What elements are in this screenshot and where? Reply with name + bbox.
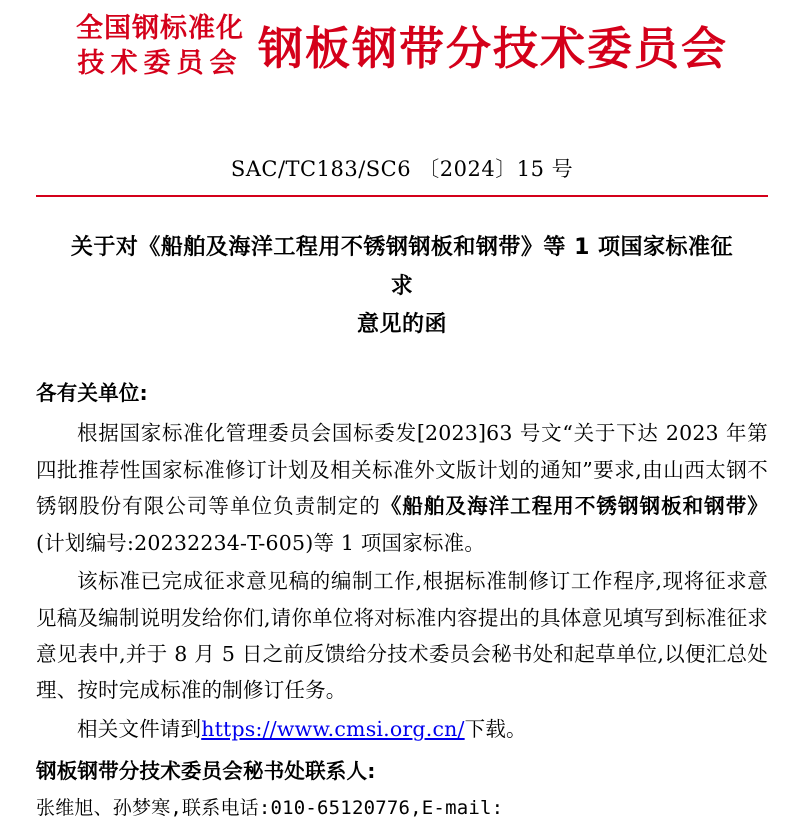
contact-heading: 钢板钢带分技术委员会秘书处联系人:: [36, 759, 376, 784]
paragraph-1-part2: (计划编号:20232234-T-605)等 1 项国家标准。: [36, 530, 486, 555]
download-link[interactable]: https://www.cmsi.org.cn/: [201, 716, 465, 741]
page-title-line2: 意见的函: [356, 312, 447, 338]
letterhead-organization-line1: 全国钢标准化: [75, 13, 244, 44]
letterhead-subcommittee: 钢板钢带分技术委员会: [257, 22, 728, 76]
standard-name-bold: 《船舶及海洋工程用不锈钢钢板和钢带》: [380, 494, 768, 519]
letterhead: [36, 0, 768, 81]
paragraph-3-prefix: 相关文件请到: [77, 716, 202, 741]
page-title-line1: 关于对《船舶及海洋工程用不锈钢钢板和钢带》等 1 项国家标准征求: [70, 235, 734, 299]
paragraph-1-part1: 根据国家标准化管理委员会国标委发[2023]63 号文“关于下达 2023 年第四批推荐性国家标准修订计划及相关标准外文版计划的通知”要求,由山西太钢不锈钢股份有限公司等单位负责制定的: [36, 421, 768, 519]
paragraph-2: 该标准已完成征求意见稿的编制工作,根据标准制修订工作程序,现将征求意见稿及编制说明发给你们,请你单位将对标准内容提出的具体意见填写到标准征求意见表中,并于 8 月 5 日之前反馈给分技术委员会秘书处和起草单位,以便汇总处理、按时完成标准的制修订任务。: [36, 569, 768, 703]
letterhead-organization: [76, 12, 244, 81]
letterhead-divider: [36, 195, 768, 197]
contact-details: 张维旭、孙梦寒,联系电话:010-65120776,E-mail:: [36, 796, 504, 819]
paragraph-3-suffix: 下载。: [464, 716, 527, 741]
document-number: SAC/TC183/SC6 〔2024〕15 号: [230, 157, 574, 182]
salutation: 各有关单位:: [36, 380, 148, 405]
paragraph-3: [36, 711, 768, 747]
document-body: [36, 375, 768, 826]
paragraph-1: [36, 415, 768, 561]
page-title: [62, 229, 742, 345]
letterhead-organization-line2: 技术委员会: [77, 47, 243, 79]
